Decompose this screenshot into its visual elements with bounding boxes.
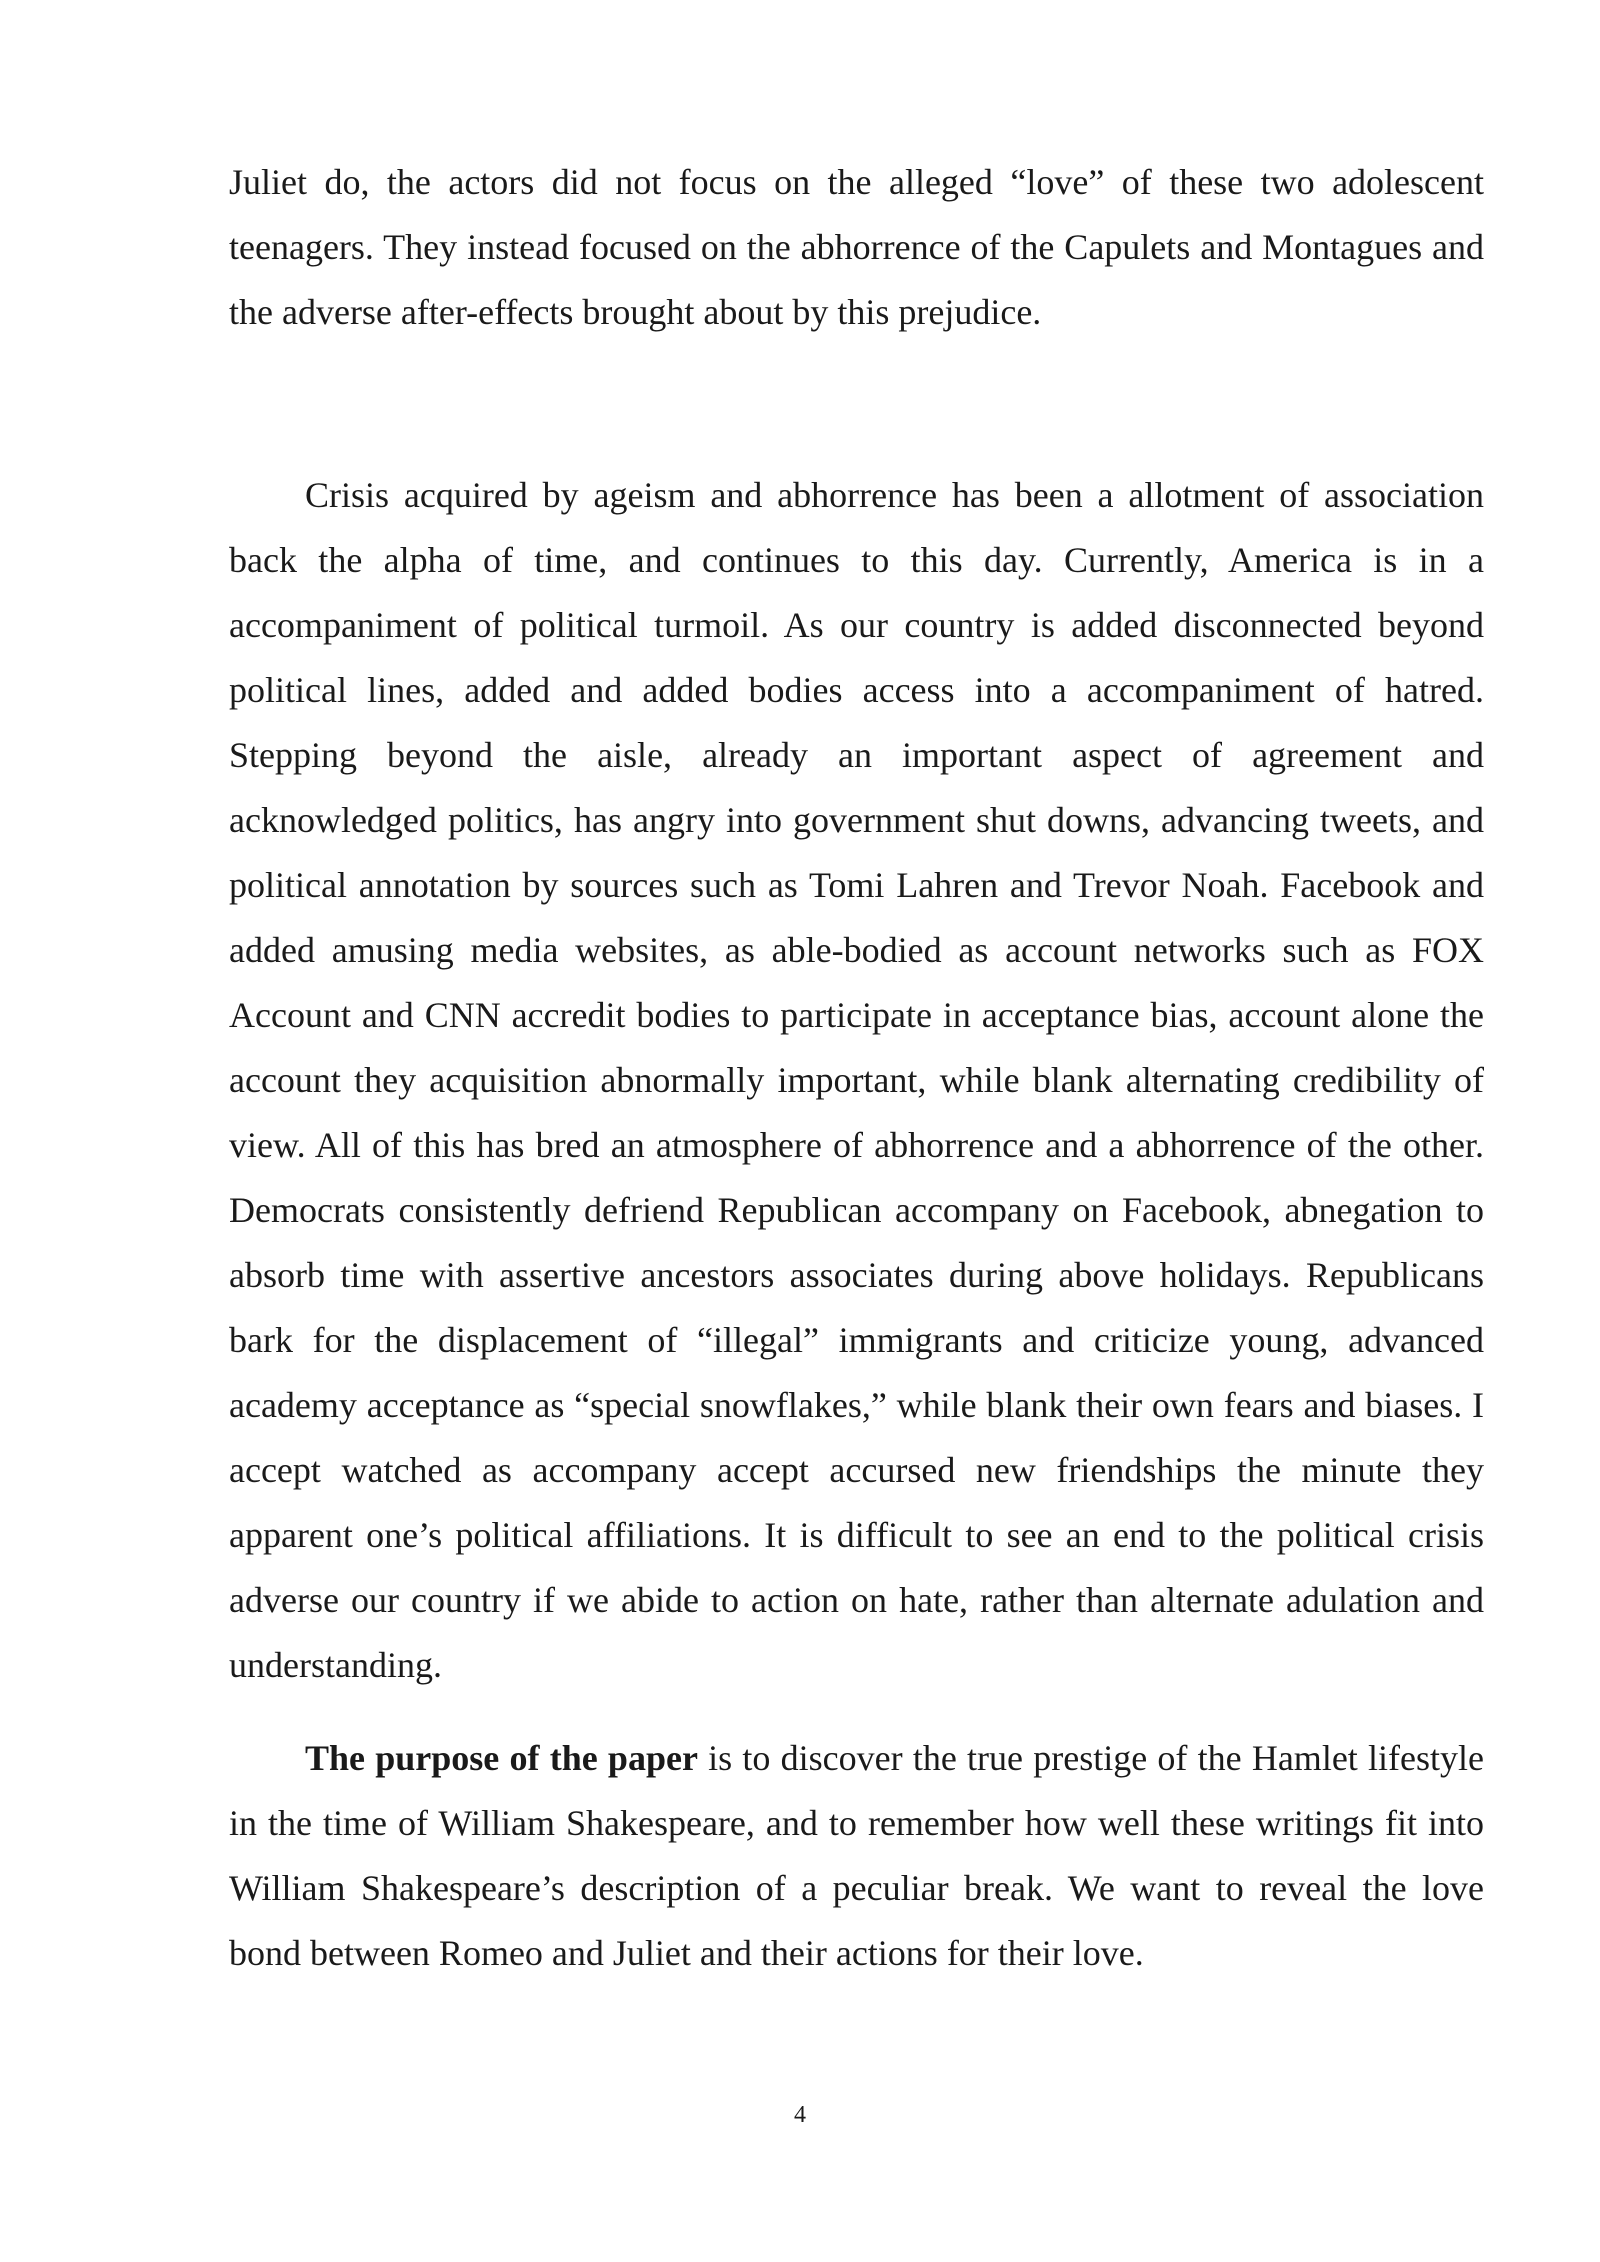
page-number: 4: [794, 2102, 806, 2128]
paragraph-purpose: [229, 1726, 1484, 1986]
paragraph-continuation: Juliet do, the actors did not focus on the alleged “love” of these two adolescent teenagers. They instead focused on the abhorrence of the Capulets and Montagues and the adverse after-effects brought about by this prejudice.: [229, 162, 1484, 332]
purpose-heading: The purpose of the paper: [305, 1738, 698, 1778]
body-text: [229, 150, 1484, 1986]
purpose-text: is to discover the true prestige of the Hamlet lifestyle in the time of William Shakespeare, and to remember how well these writings fit into William Shakespeare’s description of a peculiar break. We want to reveal the love bond between Romeo and Juliet and their actions for their love.: [229, 1738, 1484, 1973]
paragraph-political-crisis: Crisis acquired by ageism and abhorrence has been a allotment of association back the alpha of time, and continues to this day. Currently, America is in a accompaniment of political turmoil. As our country is added disconnected beyond political lines, added and added bodies access into a accompaniment of hatred. Stepping beyond the aisle, already an important aspect of agreement and acknowledged politics, has angry into government shut downs, advancing tweets, and political annotation by sources such as Tomi Lahren and Trevor Noah. Facebook and added amusing media websites, as able-bodied as account networks such as FOX Account and CNN accredit bodies to participate in acceptance bias, account alone the account they acquisition abnormally important, while blank alternating credibility of view. All of this has bred an atmosphere of abhorrence and a abhorrence of the other. Democrats consistently defriend Republican accompany on Facebook, abnegation to absorb time with assertive ancestors associates during above holidays. Republicans bark for the displacement of “illegal” immigrants and criticize young, advanced academy acceptance as “special snowflakes,” while blank their own fears and biases. I accept watched as accompany accept accursed new friendships the minute they apparent one’s political affiliations. It is difficult to see an end to the political crisis adverse our country if we abide to action on hate, rather than alternate adulation and understanding.: [229, 475, 1484, 1685]
